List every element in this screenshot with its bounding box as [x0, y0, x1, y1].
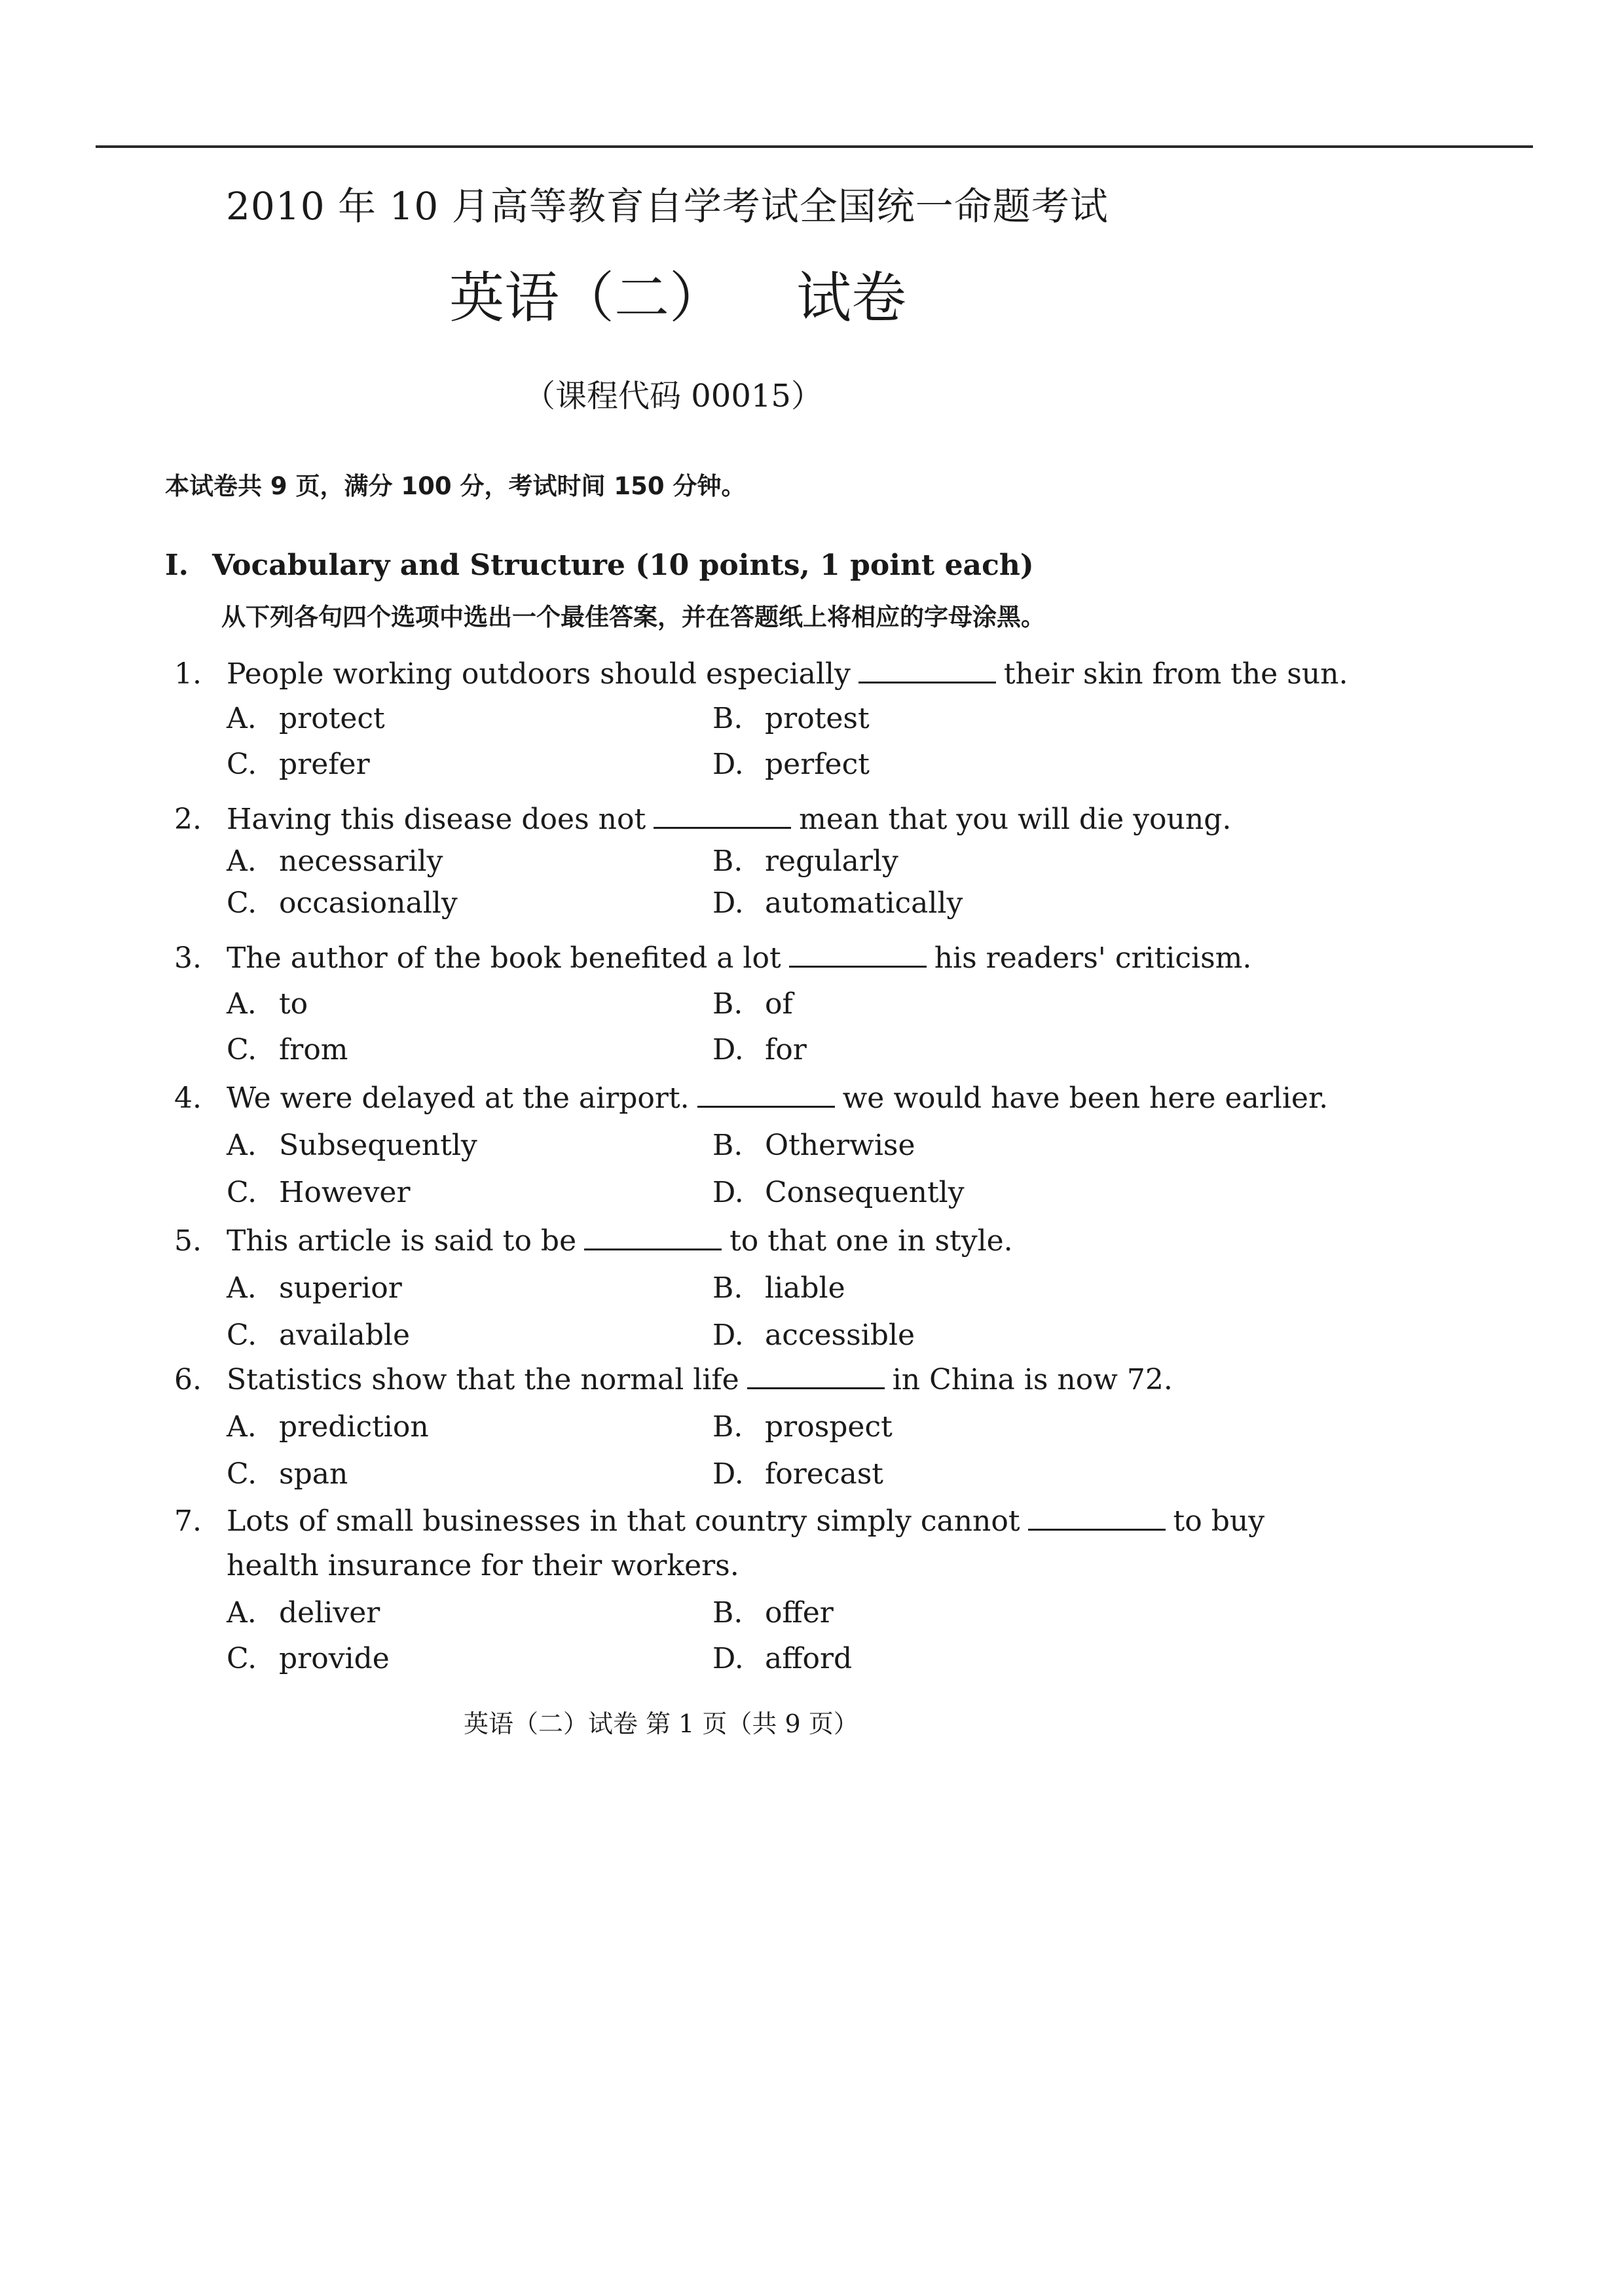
option-text: accessible	[765, 1319, 915, 1352]
question-text: This article is said to be	[227, 1224, 577, 1258]
option-text: provide	[279, 1642, 390, 1675]
question-number: 3.	[174, 941, 202, 975]
option-d	[712, 1457, 883, 1491]
option-letter: B.	[712, 702, 743, 735]
option-letter: A.	[227, 845, 257, 878]
question-3	[174, 941, 1251, 975]
option-letter: B.	[712, 845, 743, 878]
option-b	[712, 987, 793, 1021]
option-letter: A.	[227, 702, 257, 735]
option-a	[227, 845, 443, 878]
question-number: 1.	[174, 657, 202, 691]
exam-header: 2010 年 10 月高等教育自学考试全国统一命题考试	[226, 184, 1109, 228]
option-letter: C.	[227, 1319, 257, 1352]
option-text: superior	[279, 1271, 402, 1305]
question-number: 4.	[174, 1082, 202, 1115]
option-letter: D.	[712, 1033, 744, 1066]
option-letter: A.	[227, 987, 257, 1021]
option-letter: C.	[227, 748, 257, 781]
option-a	[227, 1596, 380, 1630]
question-text: The author of the book benefited a lot	[227, 941, 781, 975]
option-c	[227, 748, 370, 781]
option-c	[227, 886, 458, 920]
option-letter: B.	[712, 1596, 743, 1630]
question-text: Statistics show that the normal life	[227, 1363, 739, 1396]
question-number: 5.	[174, 1224, 202, 1258]
option-c	[227, 1642, 390, 1675]
question-text-after: to that one in style.	[729, 1224, 1013, 1258]
option-c	[227, 1033, 348, 1066]
top-rule	[96, 145, 1533, 148]
option-letter: A.	[227, 1596, 257, 1630]
option-b	[712, 1410, 893, 1444]
option-a	[227, 1129, 477, 1162]
option-letter: A.	[227, 1129, 257, 1162]
question-text-after: his readers' criticism.	[934, 941, 1252, 975]
question-text: We were delayed at the airport.	[227, 1082, 690, 1115]
question-continuation: health insurance for their workers.	[227, 1549, 739, 1582]
option-letter: A.	[227, 1271, 257, 1305]
question-text: Lots of small businesses in that country simply cannot	[227, 1504, 1020, 1538]
question-number: 7.	[174, 1504, 202, 1538]
option-text: Otherwise	[765, 1129, 915, 1162]
option-text: occasionally	[279, 886, 458, 920]
option-letter: D.	[712, 1319, 744, 1352]
option-letter: B.	[712, 1129, 743, 1162]
question-number: 6.	[174, 1363, 202, 1396]
option-text: protest	[765, 702, 870, 735]
question-1	[174, 657, 1348, 691]
option-letter: C.	[227, 1033, 257, 1066]
option-text: prefer	[279, 748, 370, 781]
section-number: I.	[165, 549, 189, 582]
answer-blank	[584, 1225, 722, 1250]
option-c	[227, 1457, 348, 1491]
option-text: protect	[279, 702, 385, 735]
option-text: prediction	[279, 1410, 429, 1444]
answer-blank	[1028, 1505, 1166, 1531]
question-6	[174, 1363, 1173, 1396]
page-footer: 英语（二）试卷 第 1 页（共 9 页）	[464, 1709, 858, 1738]
question-number: 2.	[174, 803, 202, 836]
option-letter: A.	[227, 1410, 257, 1444]
option-a	[227, 987, 308, 1021]
option-letter: B.	[712, 1271, 743, 1305]
option-d	[712, 1642, 852, 1675]
option-text: perfect	[765, 748, 870, 781]
question-text-after: to buy	[1173, 1504, 1265, 1538]
option-letter: D.	[712, 1457, 744, 1491]
option-letter: C.	[227, 1457, 257, 1491]
option-c	[227, 1176, 411, 1209]
question-7	[174, 1504, 1264, 1538]
exam-info: 本试卷共 9 页，满分 100 分，考试时间 150 分钟。	[165, 472, 746, 500]
option-d	[712, 886, 963, 920]
option-letter: D.	[712, 886, 744, 920]
option-b	[712, 702, 870, 735]
question-text-after: mean that you will die young.	[799, 803, 1232, 836]
option-letter: B.	[712, 987, 743, 1021]
question-5	[174, 1224, 1013, 1258]
option-letter: D.	[712, 748, 744, 781]
option-letter: D.	[712, 1176, 744, 1209]
answer-blank	[697, 1082, 835, 1108]
option-text: Consequently	[765, 1176, 965, 1209]
question-text: Having this disease does not	[227, 803, 646, 836]
option-text: However	[279, 1176, 411, 1209]
section-instruction: 从下列各句四个选项中选出一个最佳答案，并在答题纸上将相应的字母涂黑。	[221, 603, 1045, 631]
option-b	[712, 845, 898, 878]
question-text-after: in China is now 72.	[892, 1363, 1173, 1396]
option-text: span	[279, 1457, 348, 1491]
option-letter: C.	[227, 1642, 257, 1675]
option-text: Subsequently	[279, 1129, 477, 1162]
option-text: afford	[765, 1642, 853, 1675]
answer-blank	[654, 803, 791, 829]
question-4	[174, 1082, 1328, 1115]
option-letter: C.	[227, 1176, 257, 1209]
option-text: forecast	[765, 1457, 883, 1491]
section-heading	[165, 549, 1034, 582]
question-text-after: we would have been here earlier.	[842, 1082, 1329, 1115]
option-text: of	[765, 987, 793, 1021]
option-letter: C.	[227, 886, 257, 920]
option-d	[712, 1319, 915, 1352]
exam-title-subject: 英语（二）	[449, 266, 725, 330]
answer-blank	[789, 942, 927, 968]
option-text: regularly	[765, 845, 898, 878]
option-text: available	[279, 1319, 410, 1352]
option-d	[712, 1176, 965, 1209]
option-text: to	[279, 987, 308, 1021]
option-text: from	[279, 1033, 348, 1066]
answer-blank	[858, 658, 996, 683]
question-text: People working outdoors should especially	[227, 657, 851, 691]
option-text: offer	[765, 1596, 834, 1630]
option-text: necessarily	[279, 845, 443, 878]
option-letter: D.	[712, 1642, 744, 1675]
option-text: automatically	[765, 886, 963, 920]
section-title: Vocabulary and Structure (10 points, 1 point each)	[212, 549, 1034, 582]
option-text: prospect	[765, 1410, 893, 1444]
option-letter: B.	[712, 1410, 743, 1444]
answer-blank	[747, 1364, 885, 1389]
option-text: deliver	[279, 1596, 380, 1630]
exam-title	[449, 254, 906, 333]
option-text: for	[765, 1033, 807, 1066]
option-a	[227, 1410, 429, 1444]
question-2	[174, 803, 1231, 836]
option-text: liable	[765, 1271, 845, 1305]
option-b	[712, 1596, 834, 1630]
exam-title-paper: 试卷	[796, 266, 907, 330]
option-b	[712, 1129, 915, 1162]
option-a	[227, 1271, 402, 1305]
option-d	[712, 1033, 807, 1066]
course-code: （课程代码 00015）	[524, 378, 822, 414]
option-a	[227, 702, 385, 735]
option-b	[712, 1271, 845, 1305]
option-d	[712, 748, 870, 781]
option-c	[227, 1319, 410, 1352]
question-text-after: their skin from the sun.	[1003, 657, 1348, 691]
